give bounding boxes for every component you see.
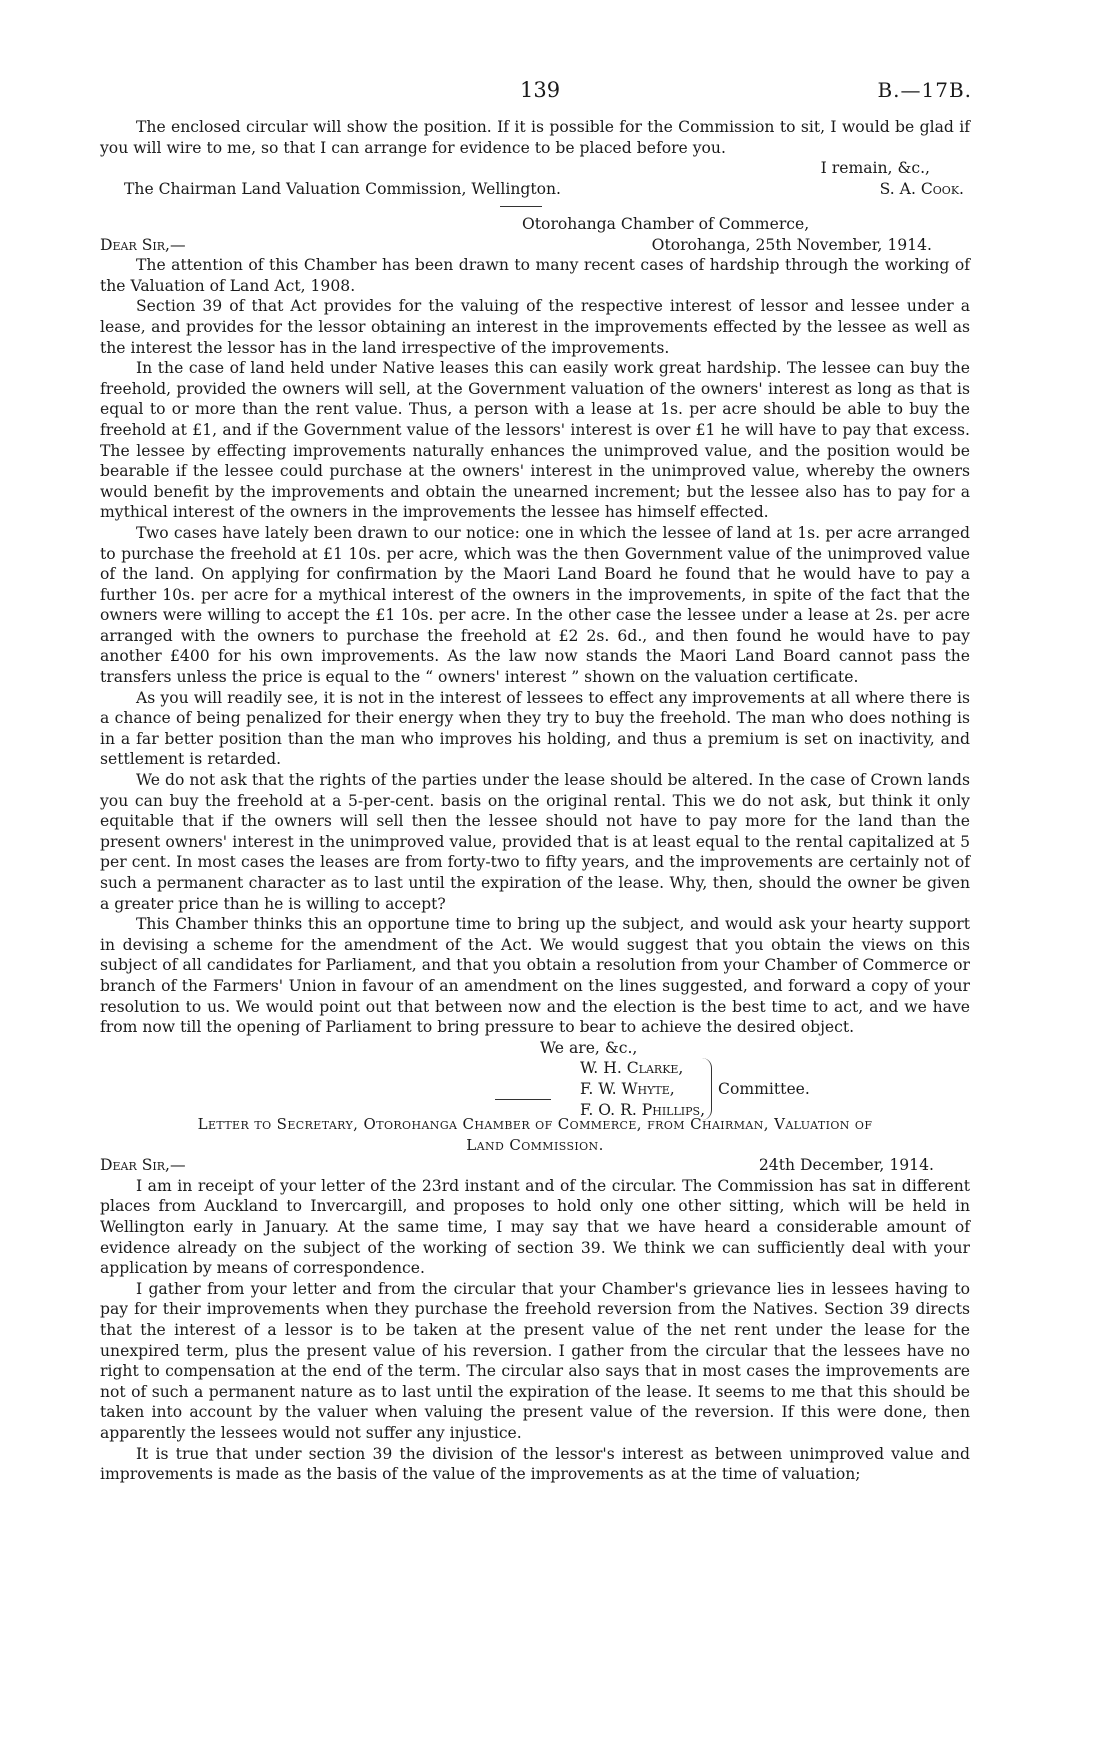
letter-2-address-line-2: Otorohanga, 25th November, 1914. — [651, 235, 932, 254]
letter-2-address-line-1: Otorohanga Chamber of Commerce, — [522, 215, 810, 233]
signatories — [580, 1058, 712, 1120]
divider-1 — [500, 206, 542, 207]
page-number: 139 — [520, 78, 561, 102]
committee-label: Committee. — [718, 1079, 810, 1098]
letter-2-paragraph: The attention of this Chamber has been drawn to many recent cases of hardship through the working of the Valuation of Land Act, 1908. — [100, 256, 970, 295]
letter-2-paragraph: This Chamber thinks this an opportune time to bring up the subject, and would ask your hearty support in devising a scheme for the amendment of the Act. We would suggest that you obtain the views on this subject of all candidates for Parliament, and that you obtain a resolution from your Chamber of Commerce or branch of the Farmers' Union in favour of an amendment on the lines suggested, and forward a copy of your resolution to us. We would point out that between now and the election is the best time to act, and we have from now till the opening of Parliament to bring pressure to bear to achieve the desired object. — [100, 915, 970, 1037]
signatory: W. H. Clarke, — [580, 1059, 684, 1078]
letter-1-closing: I remain, &c., — [820, 159, 930, 178]
letter-3-salutation: Dear Sir,— — [100, 1156, 186, 1175]
letter-3-heading-line-2: Land Commission. — [466, 1135, 604, 1154]
letter-3-paragraph: I am in receipt of your letter of the 23rd instant and of the circular. The Commission has sat in different places from Auckland to Invercargill, and proposes to hold only one other sitting, which will be held in Wellington early in January. At the same time, I may say that we have heard a considerable amount of evidence already on the subject of the working of section 39. We think we can sufficiently deal with your application by means of correspondence. — [100, 1176, 970, 1278]
letter-3-paragraph: It is true that under section 39 the division of the lessor's interest as between unimproved value and improvements is made as the basis of the value of the improvements as at the time of valuation; — [100, 1444, 970, 1484]
letter-1-signature: S. A. Cook. — [879, 179, 964, 198]
letter-1-addressee: The Chairman Land Valuation Commission, Wellington. — [124, 179, 561, 198]
letter-2-paragraph: We do not ask that the rights of the parties under the lease should be altered. In the case of Crown lands you can buy the freehold at a 5-per-cent. basis on the original rental. This we do not ask, but think it only equitable that if the owners will sell then the lessee should not have to pay more for the land than the present owners' interest in the unimproved value, provided that is at least equal to the rental capitalized at 5 per cent. In most cases the leases are from forty-two to fifty years, and the improvements are certainly not of such a permanent character as to last until the expiration of the lease. Why, then, should the owner be given a greater price than he is willing to accept? — [100, 771, 970, 913]
letter-1-body: The enclosed circular will show the position. If it is possible for the Commission to sit, I would be glad if you will wire to me, so that I can arrange for evidence to be placed before you. — [100, 118, 970, 157]
signatory: F. O. R. Phillips, — [580, 1100, 706, 1119]
document-reference: B.—17B. — [877, 78, 972, 102]
letter-3-date: 24th December, 1914. — [758, 1156, 934, 1175]
letter-3-paragraph: I gather from your letter and from the circular that your Chamber's grievance lies in lessees having to pay for their improvements when they purchase the freehold reversion from the Natives. Section 39 directs that the interest of a lessor is to be taken at the present value of the net rent under the lease for the unexpired term, plus the present value of his reversion. I gather from the circular that the lessees have no right to compensation at the end of the term. The circular also says that in most cases the improvements are not of such a permanent nature as to last until the expiration of the lease. It seems to me that this should be taken into account by the valuer when valuing the present value of the reversion. If this were done, then apparently the lessees would not suffer any injustice. — [100, 1279, 970, 1442]
letter-2 — [100, 214, 970, 1120]
letter-2-salutation-row — [100, 235, 970, 256]
letter-1 — [100, 117, 970, 199]
letter-3-heading-line-1: Letter to Secretary, Otorohanga Chamber of Commerce, from Chairman, Valuation of — [197, 1115, 873, 1133]
letter-2-paragraph: As you will readily see, it is not in the interest of lessees to effect any improvements at all where there is a chance of being penalized for their energy when they try to buy the freehold. The man who does nothing is in a far better position than the man who improves his holding, and thus a premium is set on inactivity, and settlement is retarded. — [100, 688, 970, 769]
signatory: F. W. Whyte, — [580, 1079, 675, 1098]
letter-1-footer — [100, 179, 970, 200]
divider-2 — [495, 1099, 551, 1100]
letter-3-salutation-row — [100, 1155, 970, 1176]
letter-2-paragraph: Two cases have lately been drawn to our notice: one in which the lessee of land at 1s. per acre arranged to purchase the freehold at £1 10s. per acre, which was the then Government value of the unimproved value of the land. On applying for confirmation by the Maori Land Board he found that he would have to pay a further 10s. per acre for a mythical interest of the owners in the improvements, in spite of the fact that the owners were willing to accept the £1 10s. per acre. In the other case the lessee under a lease at 2s. per acre arranged with the owners to purchase the freehold at £2 2s. 6d., and then found he would have to pay another £400 for his own improvements. As the law now stands the Maori Land Board cannot pass the transfers unless the price is equal to the “ owners' interest ” shown on the valuation certificate. — [100, 523, 970, 687]
letter-2-salutation: Dear Sir,— — [100, 235, 186, 254]
letter-2-closing: We are, &c., — [540, 1038, 638, 1057]
letter-3 — [100, 1114, 970, 1485]
letter-2-signature-block — [100, 1058, 970, 1120]
letter-2-paragraph: Section 39 of that Act provides for the valuing of the respective interest of lessor and lessee under a lease, and provides for the lessor obtaining an interest in the improvements effected by the lessee as well as the interest the lessor has in the land irrespective of the improvements. — [100, 297, 970, 357]
letter-2-paragraph: In the case of land held under Native leases this can easily work great hardship. The lessee can buy the freehold, provided the owners will sell, at the Government valuation of the owners' interest as long as that is equal to or more than the rent value. Thus, a person with a lease at 1s. per acre should be able to buy the freehold at £1, and if the Government value of the lessors' interest is over £1 he will have to pay that excess. The lessee by effecting improvements naturally enhances the unimproved value, and the position would be bearable if the lessee could purchase at the owners' interest in the unimproved value, whereby the owners would benefit by the improvements and obtain the unearned increment; but the lessee also has to pay for a mythical interest of the owners in the improvements the lessee has himself effected. — [100, 359, 970, 522]
